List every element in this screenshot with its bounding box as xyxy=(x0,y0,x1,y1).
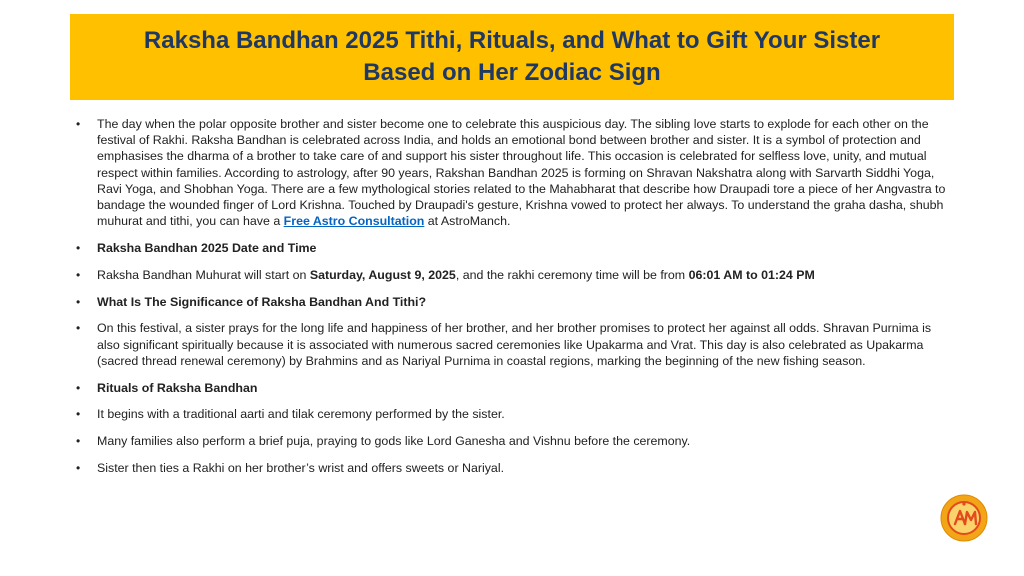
intro-suffix: at AstroManch. xyxy=(424,214,511,229)
bullet-icon: • xyxy=(76,294,81,309)
bullet-list xyxy=(76,116,948,487)
rituals-heading: Rituals of Raksha Bandhan xyxy=(97,380,258,395)
list-item-ritual-1 xyxy=(76,406,948,422)
free-astro-consultation-link[interactable]: Free Astro Consultation xyxy=(283,214,425,229)
list-item-rituals-heading xyxy=(76,380,948,396)
bullet-icon: • xyxy=(76,117,81,131)
muhurat-middle: , and the rakhi ceremony time will be from xyxy=(455,267,689,282)
muhurat-date: Saturday, August 9, 2025 xyxy=(309,267,456,282)
bullet-icon: • xyxy=(76,407,81,422)
list-item-date-heading xyxy=(76,240,948,256)
list-item-significance xyxy=(76,320,948,369)
astromanch-logo-icon xyxy=(940,494,988,542)
page-title-line-2: Based on Her Zodiac Sign xyxy=(363,59,661,86)
list-item-muhurat xyxy=(76,267,948,283)
ritual-1-text: It begins with a traditional aarti and tilak ceremony performed by the sister. xyxy=(97,407,505,422)
logo-graphic xyxy=(940,494,988,542)
bullet-icon: • xyxy=(76,321,81,336)
list-item-ritual-2 xyxy=(76,433,948,449)
bullet-icon: • xyxy=(76,241,81,256)
page-title-line-1: Raksha Bandhan 2025 Tithi, Rituals, and What to Gift Your Sister xyxy=(143,27,881,54)
bullet-icon: • xyxy=(76,380,81,395)
muhurat-time: 06:01 AM to 01:24 PM xyxy=(688,267,815,282)
significance-text: On this festival, a sister prays for the long life and happiness of her brother, and her brother promises to protect her against all odds. Shravan Purnima is also significant spiritually because it is associated with numerous sacred ceremonies like Upakarma and Vrat. This day is also celebrated as Upakarma (sacred thread renewal ceremony) by Brahmins and as Nariyal Purnima in coastal regions, marking the beginning of the new fishing season. xyxy=(97,321,932,368)
ritual-2-text: Many families also perform a brief puja, praying to gods like Lord Ganesha and Vishnu before the ceremony. xyxy=(97,434,691,449)
date-heading: Raksha Bandhan 2025 Date and Time xyxy=(97,241,317,256)
list-item-significance-heading xyxy=(76,294,948,310)
list-item-ritual-3 xyxy=(76,460,948,476)
ritual-3-text: Sister then ties a Rakhi on her brother’s wrist and offers sweets or Nariyal. xyxy=(97,461,505,475)
muhurat-prefix: Raksha Bandhan Muhurat will start on xyxy=(97,267,310,282)
significance-heading: What Is The Significance of Raksha Bandhan And Tithi? xyxy=(97,294,427,309)
intro-text: The day when the polar opposite brother and sister become one to celebrate this auspicious day. The sibling love starts to explode for each other on the festival of Rakhi. Raksha Bandhan is celebrated across India, and holds an emotional bond between brother and sister. It is a symbol of protection and emphasises the dharma of a brother to take care of and support his sister throughout life. This occasion is celebrated for selfless love, unity, and mutual respect within families. According to astrology, after 90 years, Rakshan Bandhan 2025 is forming on Shravan Nakshatra along with Sarvarth Siddhi Yoga, Ravi Yoga, and Shobhan Yoga. There are a few mythological stories related to the Mahabharat that describe how Draupadi tore a piece of her Angvastra to bandage the wounded finger of Lord Krishna. Touched by Draupadi's gesture, Krishna vowed to protect her always. To understand the graha dasha, shubh muhurat and tithi, you can have a xyxy=(97,117,946,229)
bullet-icon: • xyxy=(76,267,81,282)
bullet-icon: • xyxy=(76,461,81,475)
title-banner xyxy=(70,14,954,100)
list-item-intro xyxy=(76,116,948,229)
bullet-icon: • xyxy=(76,434,81,449)
